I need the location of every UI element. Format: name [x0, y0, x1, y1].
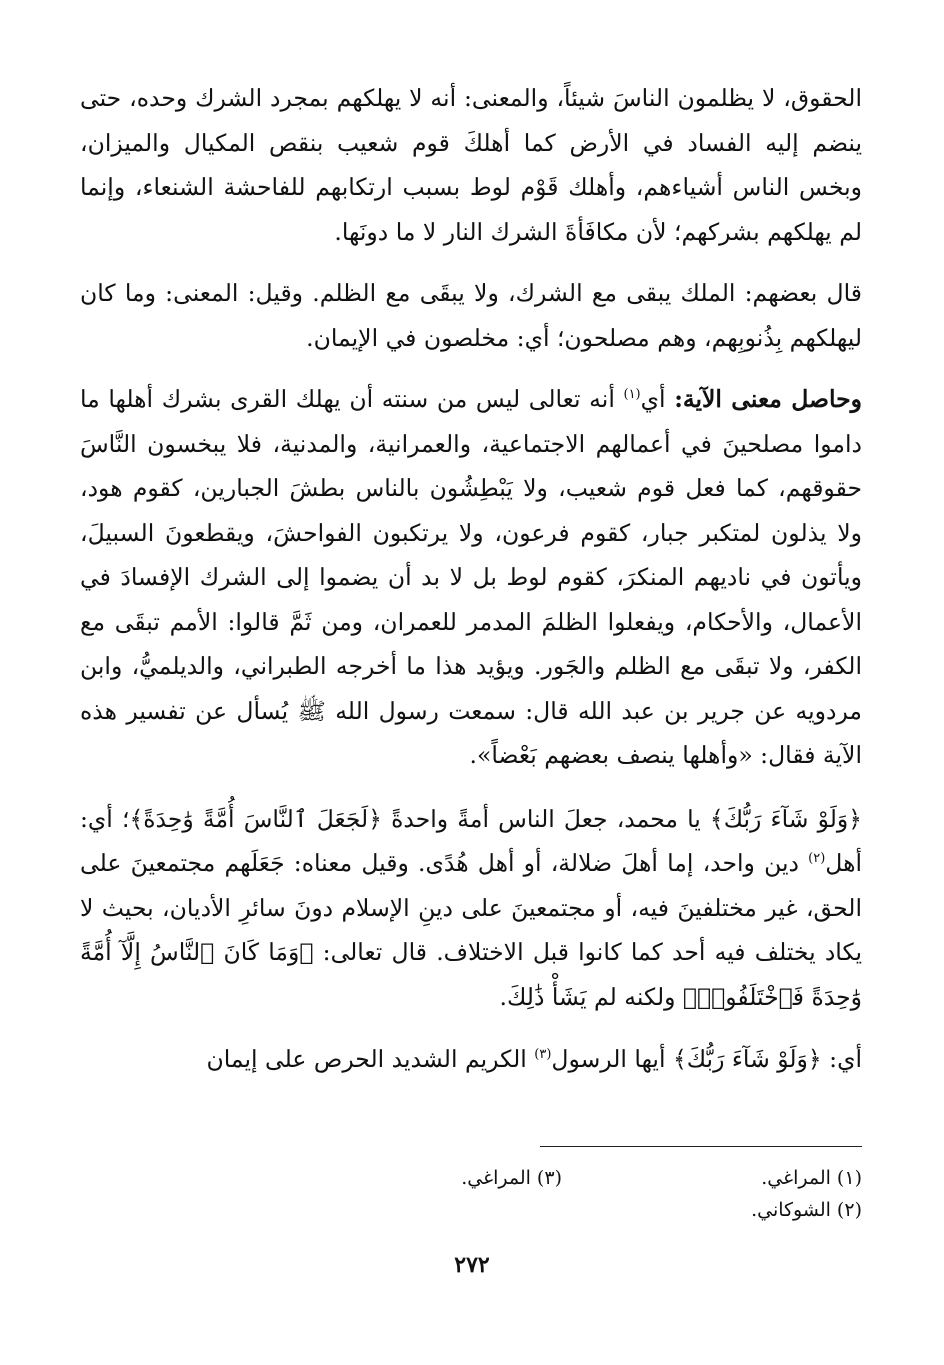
footnote-divider: [540, 1146, 862, 1147]
paragraph-3-lead: وحاصل معنى الآية:: [674, 385, 863, 413]
paragraph-4-text-a: ﴿وَلَوْ شَآءَ رَبُّكَ﴾ يا محمد، جعلَ الناس أمةً واحدةً ﴿لَجَعَلَ ٱلنَّاسَ أُمَّةً وَٰحِدَةً﴾؛ أي: أهل: [80, 804, 862, 877]
footnote-row-2: [80, 1194, 862, 1226]
footnote-ref-2: (٢): [808, 851, 826, 867]
paragraph-5-text-b: الكريم الشديد الحرص على إيمان: [206, 1045, 535, 1073]
paragraph-4: [80, 797, 862, 1020]
paragraph-1-text: الحقوق، لا يظلمون الناسَ شيئاً، والمعنى: أنه لا يهلكهم بمجرد الشرك وحده، حتى ينضم إليه الفساد في الأرض كما أهلكَ قوم شعيب بنقص المكيال والميزان، وبخس الناس أشياءهم، وأهلك قَوْم لوط بسبب ارتكابهم للفاحشة الشنعاء، وإنما لم يهلكهم بشركهم؛ لأن مكافَأةَ الشرك النار لا ما دونَها.: [80, 84, 862, 246]
footnote-2: (٢) الشوكاني.: [751, 1199, 862, 1221]
paragraph-5: [80, 1037, 862, 1082]
footnotes: [80, 1162, 862, 1226]
paragraph-5-text-a: أي: ﴿وَلَوْ شَآءَ رَبُّكَ﴾ أيها الرسول: [551, 1045, 862, 1073]
paragraph-2-text: قال بعضهم: الملك يبقى مع الشرك، ولا يبقَى مع الظلم. وقيل: المعنى: وما كان ليهلكهم بِذُنوبِهم، وهم مصلحون؛ أي: مخلصون في الإيمان.: [80, 279, 862, 352]
paragraph-4-text-b: دين واحد، إما أهلَ ضلالة، أو أهل هُدًى. وقيل معناه: جَعَلَهم مجتمعينَ على الحق، غير مختلفينَ فيه، أو مجتمعينَ على دينِ الإسلام دونَ سائرِ الأديان، بحيث لا يكاد يختلف فيه أحد كما كانوا قبل الاختلاف. قال تعالى: ﴿وَمَا كَانَ ٱلنَّاسُ إِلَّآ أُمَّةً وَٰحِدَةً فَٱخْتَلَفُوا۟﴾ ولكنه لم يَشَأْ ذَٰلِكَ.: [80, 849, 862, 1011]
page-number: ٢٧٢: [454, 1252, 490, 1278]
page-body: [80, 76, 862, 1082]
footnote-ref-1: (١): [623, 387, 641, 403]
paragraph-3-text-a: أي: [640, 385, 675, 413]
paragraph-3: [80, 377, 862, 778]
paragraph-3-text-b: أنه تعالى ليس من سنته أن يهلك القرى بشرك أهلها ما داموا مصلحينَ في أعمالهم الاجتماعية، والعمرانية، والمدنية، فلا يبخسون النَّاسَ حقوقهم، كما فعل قوم شعيب، ولا يَبْطِشُون بالناس بطشَ الجبارين، كقوم هود، ولا يذلون لمتكبر جبار، كقوم فرعون، ولا يرتكبون الفواحشَ، ويقطعونَ السبيلَ، ويأتون في ناديهم المنكرَ، كقوم لوط بل لا بد أن يضموا إلى الشرك الإفسادَ في الأعمال، والأحكام، ويفعلوا الظلمَ المدمر للعمران، ومن ثَمَّ قالوا: الأمم تبقَى مع الكفر، ولا تبقَى مع الظلم والجَور. ويؤيد هذا ما أخرجه الطبراني، والديلميُّ، وابن مردويه عن جرير بن عبد الله قال: سمعت رسول الله ﷺ يُسأل عن تفسير هذه الآية فقال: «وأهلها ينصف بعضهم بَعْضاً».: [80, 385, 862, 769]
paragraph-1: [80, 76, 862, 254]
footnote-ref-3: (٣): [534, 1047, 552, 1063]
footnote-3: (٣) المراغي.: [461, 1167, 562, 1189]
footnote-row-1: [80, 1162, 862, 1194]
footnote-1: (١) المراغي.: [761, 1167, 862, 1189]
paragraph-2: [80, 271, 862, 360]
